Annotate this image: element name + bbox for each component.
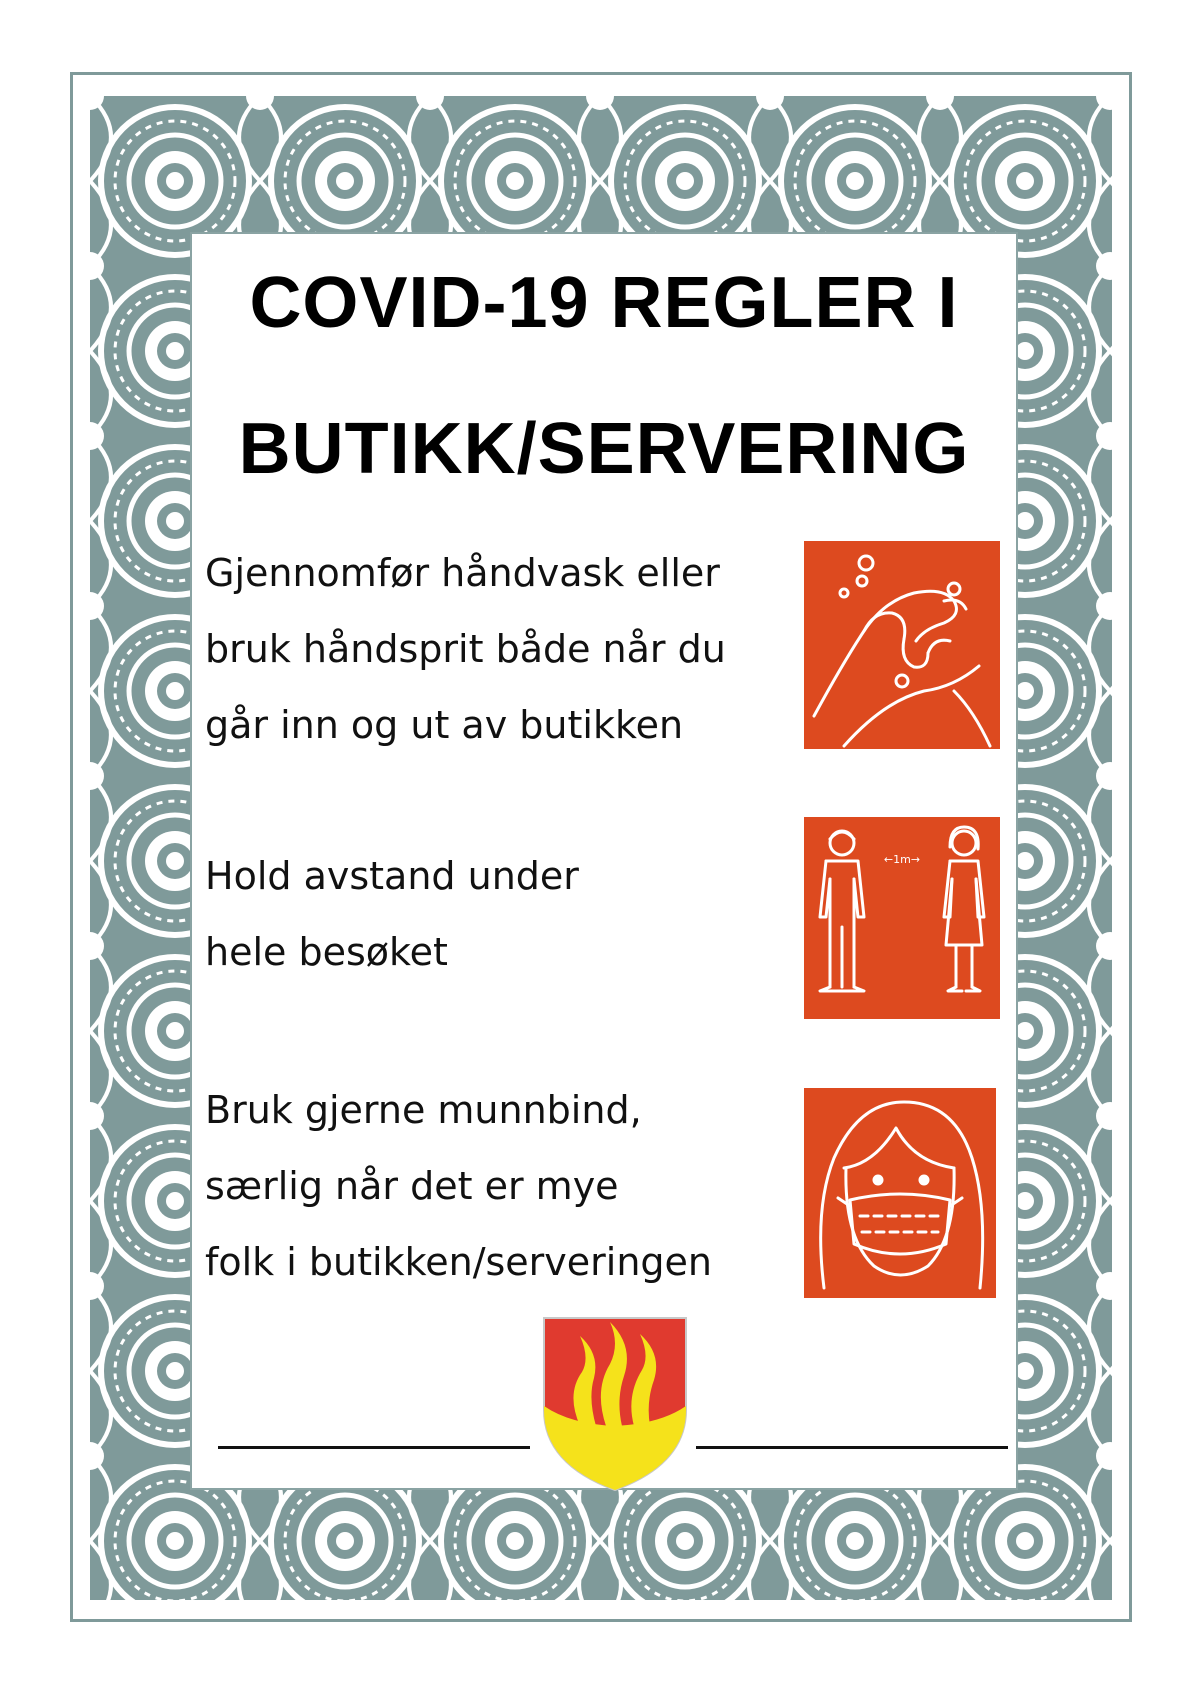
signature-line-right (696, 1446, 1008, 1449)
rule-line: Gjennomfør håndvask eller (205, 551, 720, 595)
signature-line-left (218, 1446, 530, 1449)
rule-line: særlig når det er mye (205, 1164, 619, 1208)
face-mask-icon (804, 1088, 996, 1298)
handwash-icon (804, 541, 1000, 749)
rule-line: Bruk gjerne munnbind, (205, 1088, 642, 1132)
rule-line: folk i butikken/serveringen (205, 1240, 713, 1284)
rule-mask-text (205, 1072, 712, 1300)
social-distance-icon (804, 817, 1000, 1019)
rule-handwash-text (205, 535, 726, 763)
rule-line: Hold avstand under (205, 854, 579, 898)
rule-line: går inn og ut av butikken (205, 703, 684, 747)
rule-line: bruk håndsprit både når du (205, 627, 726, 671)
poster-title-line2: BUTIKK/SERVERING (238, 409, 970, 489)
rule-distance-text (205, 838, 579, 990)
rule-line: hele besøket (205, 930, 448, 974)
flames-coat-of-arms-icon (540, 1314, 690, 1492)
poster-title-line1: COVID-19 REGLER I (249, 263, 959, 343)
distance-label: ←1m→ (883, 853, 921, 866)
